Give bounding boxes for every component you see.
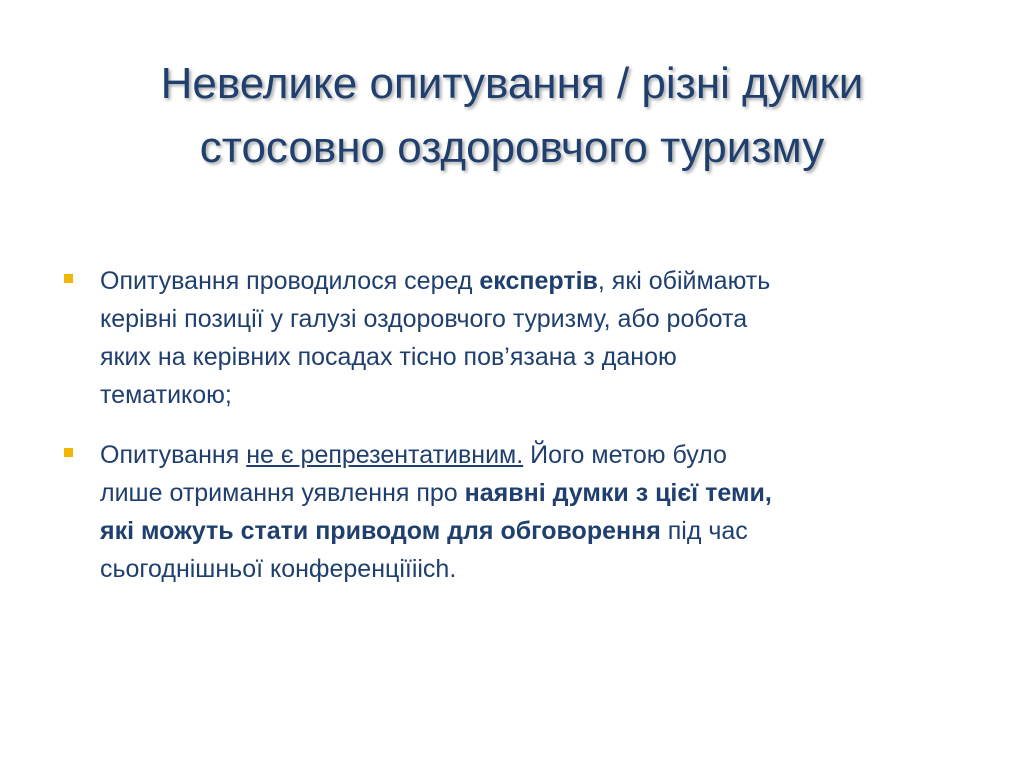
bullet-2-text-plain-4: під час [660, 517, 748, 545]
bullet-1-line-2: керівні позиції у галузі оздоровчого туризму, або робота [100, 305, 748, 333]
bullet-2-text-bold: наявні думки з цієї теми, [464, 479, 772, 507]
slide-title [40, 52, 984, 180]
bullet-2-line-2 [100, 474, 950, 512]
bullet-text-1 [100, 262, 950, 414]
square-bullet-icon [64, 448, 73, 457]
square-bullet-icon [64, 274, 73, 283]
bullet-1-line-1 [100, 262, 950, 300]
bullet-1-line-3: яких на керівних посадах тісно пов’язана з даною [100, 343, 677, 371]
title-line-2: стосовно оздоровчого туризму [199, 123, 825, 172]
bullet-1-line-4: тематикою; [100, 381, 232, 409]
bullet-1-text-bold: експертів [479, 267, 598, 295]
bullet-2-text-underlined: не є репрезентативним. [246, 441, 524, 469]
bullet-1-text-plain: Опитування проводилося серед [100, 267, 480, 295]
bullet-2-text-bold-2: які можуть стати приводом для обговорення [100, 517, 661, 545]
bullet-item-1 [60, 262, 950, 414]
bullet-2-text-plain: Опитування [100, 441, 247, 469]
bullet-2-text-plain-3: лише отримання уявлення про [100, 479, 465, 507]
bullet-text-2 [100, 436, 950, 588]
bullet-2-line-4: сьогоднішньої конференціїiich. [100, 555, 457, 583]
bullet-item-2 [60, 436, 950, 588]
bullet-1-text-plain-2: , які обіймають [597, 267, 771, 295]
bullet-2-text-plain-2: Його метою було [523, 441, 727, 469]
title-line-1: Невелике опитування / різні думки [160, 59, 864, 108]
bullet-list [60, 262, 950, 610]
bullet-2-line-3 [100, 512, 950, 550]
bullet-2-line-1 [100, 436, 950, 474]
